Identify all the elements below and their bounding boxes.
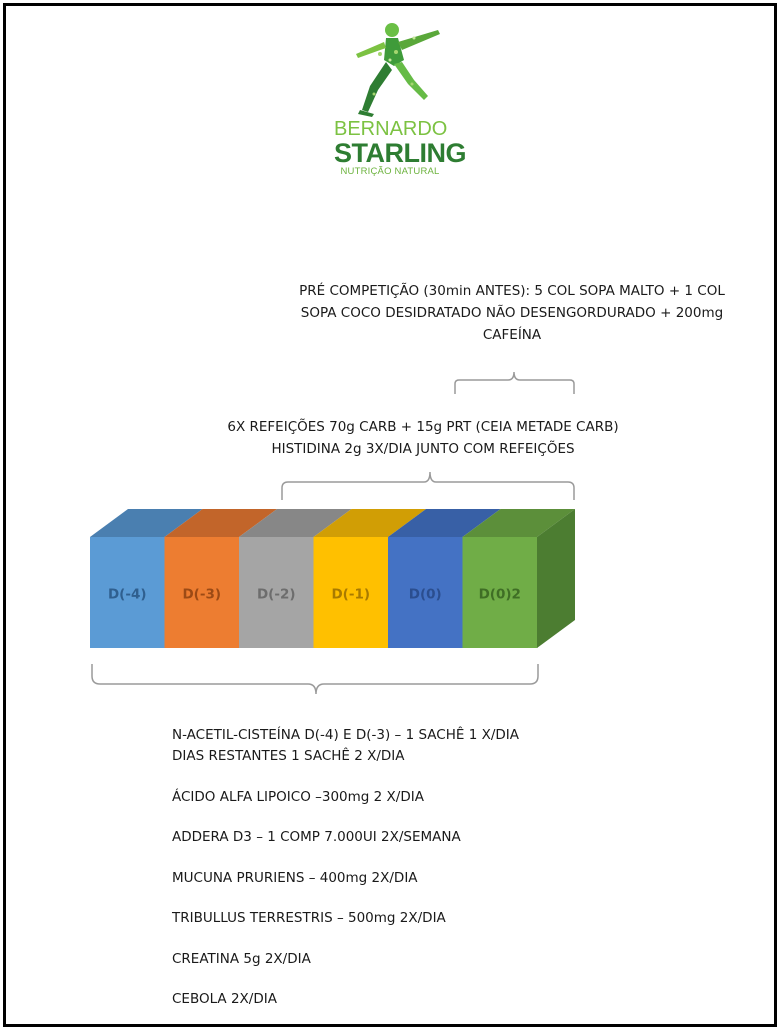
supplement-item: MUCUNA PRURIENS – 400mg 2X/DIA — [172, 870, 418, 886]
day-label: D(-1) — [331, 586, 371, 603]
brace-pre-competition — [455, 372, 574, 394]
day-blocks — [90, 509, 575, 648]
pre-competition-line: SOPA COCO DESIDRATADO NÃO DESENGORDURADO + 200mg — [300, 305, 724, 321]
brace-supplements — [92, 664, 538, 694]
logo-name-line2: STARLING — [334, 138, 466, 168]
logo-name-line1: BERNARDO — [334, 118, 448, 140]
supplement-item: CEBOLA 2X/DIA — [172, 991, 277, 1007]
brace-meals — [282, 472, 574, 500]
supplement-item: DIAS RESTANTES 1 SACHÊ 2 X/DIA — [172, 748, 405, 764]
supplement-item: ADDERA D3 – 1 COMP 7.000UI 2X/SEMANA — [172, 829, 461, 845]
supplement-item: N-ACETIL-CISTEÍNA D(-4) E D(-3) – 1 SACHÊ 1 X/DIA — [172, 727, 519, 743]
pre-competition-line: CAFEÍNA — [482, 327, 542, 343]
day-label: D(-3) — [182, 586, 222, 603]
day-label: D(0)2 — [478, 586, 521, 603]
supplement-item: CREATINA 5g 2X/DIA — [172, 951, 311, 967]
pre-competition-line: PRÉ COMPETIÇÃO (30min ANTES): 5 COL SOPA MALTO + 1 COL — [299, 283, 725, 299]
meals-line: HISTIDINA 2g 3X/DIA JUNTO COM REFEIÇÕES — [271, 441, 575, 457]
day-label: D(-4) — [107, 586, 147, 603]
supplement-item: ÁCIDO ALFA LIPOICO –300mg 2 X/DIA — [172, 789, 424, 805]
supplement-item: TRIBULLUS TERRESTRIS – 500mg 2X/DIA — [172, 910, 446, 926]
meals-line: 6X REFEIÇÕES 70g CARB + 15g PRT (CEIA METADE CARB) — [227, 419, 619, 435]
day-label: D(-2) — [256, 586, 296, 603]
logo-tagline: NUTRIÇÃO NATURAL — [340, 166, 440, 177]
day-label: D(0) — [408, 586, 442, 603]
